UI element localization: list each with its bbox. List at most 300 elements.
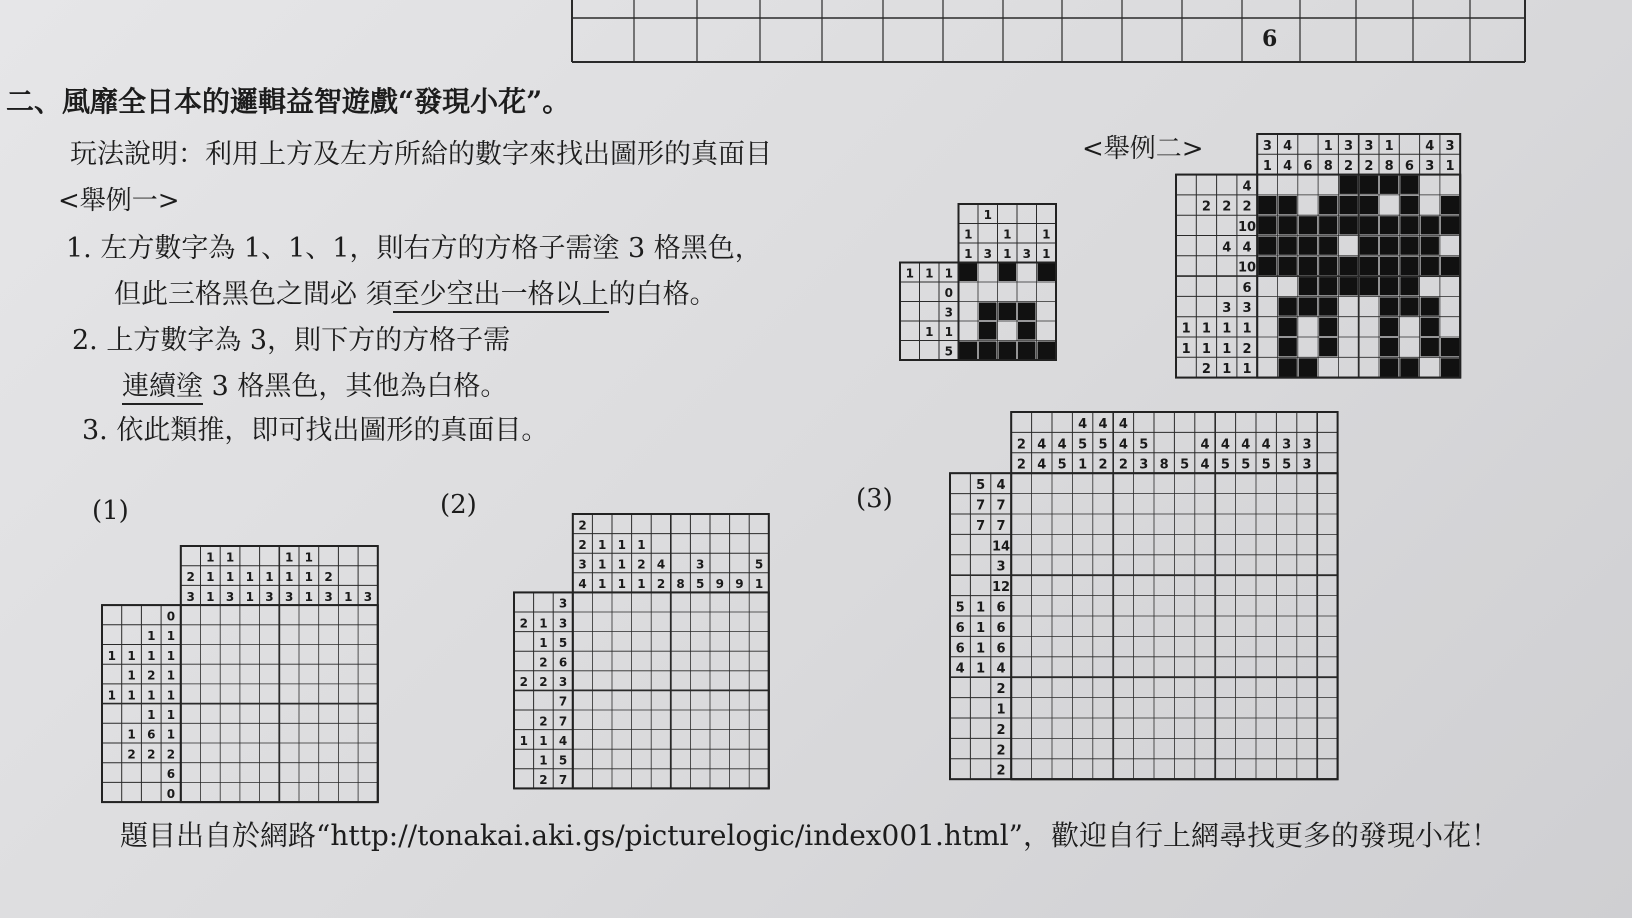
- puzzle3-grid-col-clue: 5: [1057, 457, 1067, 473]
- puzzle3-grid-col-clue: 4: [1241, 437, 1251, 453]
- puzzle1-grid-col-clue: 1: [225, 550, 235, 565]
- example2-grid-filled-cell: [1421, 297, 1439, 315]
- puzzle1-grid-col-clue: 2: [186, 570, 195, 585]
- example2-grid-filled-cell: [1441, 358, 1459, 376]
- puzzle3-grid-col-clue: 3: [1302, 457, 1312, 473]
- example1-grid-filled-cell: [979, 322, 997, 340]
- puzzle3-grid-row-clue: 12: [991, 580, 1011, 596]
- puzzle3-grid-row-clue: 6: [996, 641, 1006, 657]
- example2-grid-row-clue: 4: [1242, 240, 1252, 256]
- puzzle2-grid-row-clue: 2: [519, 616, 528, 631]
- puzzle3-grid-row-clue: 2: [996, 722, 1006, 738]
- example2-grid-filled-cell: [1380, 237, 1398, 255]
- puzzle2-grid-col-clue: 1: [754, 577, 764, 592]
- puzzle2-grid-col-clue: 1: [617, 557, 626, 572]
- puzzle2-grid-row-clue: 1: [519, 733, 528, 748]
- example2-grid-filled-cell: [1299, 216, 1317, 234]
- example2-grid-filled-cell: [1360, 196, 1378, 214]
- puzzle2-grid-row-clue: 2: [539, 714, 548, 729]
- example2-grid-filled-cell: [1258, 196, 1276, 214]
- puzzle3-grid-col-clue: 2: [1016, 437, 1026, 453]
- puzzle1-grid-col-clue: 3: [284, 589, 294, 604]
- rule1-line2-a: 但此三格黑色之間必 須: [114, 279, 393, 310]
- example2-grid-filled-cell: [1279, 216, 1297, 234]
- puzzle1-grid-col-clue: 3: [186, 589, 195, 604]
- puzzle3-grid-row-clue: 1: [976, 620, 986, 636]
- example2-grid-filled-cell: [1360, 237, 1378, 255]
- puzzle1-grid-row-clue: 1: [166, 668, 176, 683]
- puzzle2-grid-col-clue: 9: [735, 577, 744, 592]
- puzzle3-grid-col-clue: 4: [1057, 437, 1067, 453]
- puzzle3-grid-col-clue: 3: [1282, 437, 1292, 453]
- rule2-line2-b: 3 格黑色，其他為白格。: [203, 371, 508, 402]
- example2-grid-row-clue: 2: [1242, 199, 1252, 215]
- example2-grid-row-clue: 1: [1181, 341, 1191, 357]
- example1-grid-row-clue: 1: [944, 266, 953, 281]
- puzzle3-grid-col-clue: 4: [1200, 457, 1210, 473]
- example2-grid-col-clue: 8: [1384, 159, 1394, 175]
- example2-grid-filled-cell: [1421, 338, 1439, 356]
- example2-grid-filled-cell: [1400, 257, 1418, 275]
- example2-grid-filled-cell: [1400, 297, 1418, 315]
- puzzle3-grid-row-clue: 7: [976, 498, 986, 514]
- puzzle3-grid-col-clue: 4: [1098, 416, 1108, 432]
- puzzle1-grid-col-clue: 1: [206, 550, 215, 565]
- puzzle2-grid-row-clue: 1: [539, 753, 548, 768]
- puzzle3-grid-row-clue: 1: [976, 600, 986, 616]
- example2-grid-filled-cell: [1279, 196, 1297, 214]
- puzzle3-grid-col-clue: 5: [1220, 457, 1230, 473]
- puzzle1-grid-col-clue: 1: [304, 570, 314, 585]
- example2-grid-filled-cell: [1380, 277, 1398, 295]
- example2-grid-filled-cell: [1339, 257, 1357, 275]
- example2-grid-row-clue: 1: [1242, 362, 1252, 378]
- example2-grid-filled-cell: [1400, 358, 1418, 376]
- rule1-underlined: 至少空出一格以上: [393, 279, 609, 313]
- puzzle2-grid-col-clue: 2: [637, 557, 646, 572]
- puzzle1-grid-row-clue: 1: [147, 629, 156, 644]
- puzzle1-grid-col-clue: 3: [225, 589, 235, 604]
- example2-grid-col-clue: 4: [1425, 138, 1435, 154]
- rule2-line2: [122, 364, 507, 403]
- example2-grid-filled-cell: [1380, 176, 1398, 194]
- example2-grid-filled-cell: [1339, 216, 1357, 234]
- puzzle2-grid-row-clue: 7: [558, 714, 568, 729]
- example2-grid-filled-cell: [1441, 257, 1459, 275]
- puzzle3-grid-row-clue: 7: [996, 518, 1006, 534]
- puzzle1-grid-col-clue: 1: [245, 589, 254, 604]
- puzzle2-grid-col-clue: 1: [617, 577, 626, 592]
- example2-grid-filled-cell: [1319, 257, 1337, 275]
- puzzle2-grid-col-clue: 1: [598, 577, 607, 592]
- puzzle1-grid-col-clue: 1: [245, 570, 254, 585]
- example1-grid-filled-cell: [999, 342, 1017, 360]
- example2-grid-filled-cell: [1299, 257, 1317, 275]
- puzzle1-grid-col-clue: 1: [304, 550, 314, 565]
- puzzle2-label: (2): [440, 490, 477, 520]
- example2-grid-row-clue: 3: [1222, 301, 1232, 317]
- example2-grid-filled-cell: [1319, 318, 1337, 336]
- example2-grid-col-clue: 4: [1283, 138, 1293, 154]
- example2-grid-col-clue: 8: [1323, 159, 1333, 175]
- example2-grid-col-clue: 2: [1364, 159, 1374, 175]
- example1-grid-filled-cell: [979, 303, 997, 321]
- puzzle2-grid-row-clue: 2: [539, 675, 548, 690]
- puzzle2-grid-col-clue: 4: [656, 557, 666, 572]
- example2-grid-col-clue: 1: [1445, 159, 1455, 175]
- puzzle3-grid-col-clue: 2: [1118, 457, 1128, 473]
- puzzle3-grid-row-clue: 3: [996, 559, 1006, 575]
- example2-grid-col-clue: 3: [1344, 138, 1354, 154]
- section-heading: 二、風靡全日本的邏輯益智遊戲“發現小花”。: [6, 85, 571, 118]
- example1-grid-filled-cell: [999, 264, 1017, 282]
- example1-grid-col-clue: 1: [983, 208, 992, 223]
- example2-grid-filled-cell: [1400, 176, 1418, 194]
- example2-grid-filled-cell: [1279, 237, 1297, 255]
- example2-grid-filled-cell: [1299, 237, 1317, 255]
- rule2-line1: 2. 上方數字為 3，則下方的方格子需: [72, 325, 511, 356]
- example2-grid-filled-cell: [1279, 297, 1297, 315]
- example2-grid-row-clue: 1: [1222, 362, 1232, 378]
- example2-grid-filled-cell: [1360, 216, 1378, 234]
- example1-grid-col-clue: 1: [1042, 227, 1051, 242]
- puzzle1-grid-row-clue: 1: [166, 629, 176, 644]
- example2-grid-filled-cell: [1258, 237, 1276, 255]
- puzzle2-grid-row-clue: 5: [558, 753, 568, 768]
- puzzle1-grid-col-clue: 2: [324, 570, 333, 585]
- puzzle2-grid-col-clue: 1: [637, 537, 646, 552]
- puzzle1-grid-col-clue: 1: [225, 570, 235, 585]
- puzzle1-grid-col-clue: 1: [344, 589, 353, 604]
- example2-grid-col-clue: 3: [1425, 159, 1435, 175]
- example2-grid-filled-cell: [1380, 257, 1398, 275]
- puzzle3-grid-col-clue: 5: [1139, 437, 1149, 453]
- example2-grid-filled-cell: [1421, 318, 1439, 336]
- puzzle2-grid-row-clue: 2: [539, 655, 548, 670]
- puzzle2-grid-row-clue: 3: [558, 675, 568, 690]
- puzzle3-grid-col-clue: 5: [1078, 437, 1088, 453]
- rule1-line2: [114, 272, 717, 311]
- example2-grid-filled-cell: [1441, 338, 1459, 356]
- example2-grid-filled-cell: [1360, 176, 1378, 194]
- example2-grid-filled-cell: [1339, 277, 1357, 295]
- puzzle1-grid-row-clue: 1: [127, 668, 136, 683]
- example2-grid-filled-cell: [1421, 216, 1439, 234]
- example2-grid-filled-cell: [1421, 257, 1439, 275]
- example2-grid-row-clue: 1: [1242, 321, 1252, 337]
- example1-grid-row-clue: 1: [925, 266, 934, 281]
- puzzle3-grid-row-clue: 5: [955, 600, 965, 616]
- example1-grid-row-clue: 3: [944, 305, 953, 320]
- puzzle3-grid-row-clue: 4: [996, 478, 1006, 494]
- puzzle1-grid-col-clue: 1: [265, 570, 274, 585]
- puzzle1-grid-row-clue: 1: [147, 707, 156, 722]
- example2-grid-filled-cell: [1258, 257, 1276, 275]
- example1-grid-row-clue: 1: [944, 325, 953, 340]
- puzzle1-grid-row-clue: 0: [166, 609, 176, 624]
- example2-grid-filled-cell: [1319, 277, 1337, 295]
- puzzle1-grid-row-clue: 1: [127, 727, 136, 742]
- puzzle3-label: (3): [856, 484, 893, 514]
- puzzle1-grid-row-clue: 0: [166, 786, 176, 801]
- puzzle1-grid-row-clue: 2: [147, 747, 156, 762]
- example2-grid-filled-cell: [1319, 196, 1337, 214]
- puzzle1-grid-row-clue: 1: [166, 727, 176, 742]
- example1-grid-row-clue: 1: [905, 266, 914, 281]
- example1-grid-filled-cell: [1018, 322, 1036, 340]
- example2-grid-row-clue: 1: [1222, 321, 1232, 337]
- example2-grid-row-clue: 2: [1201, 362, 1211, 378]
- rule1-line2-b: 的白格。: [608, 279, 717, 310]
- example2-grid-row-clue: 10: [1238, 220, 1257, 236]
- puzzle3-grid-row-clue: 4: [996, 661, 1006, 677]
- example2-grid-filled-cell: [1319, 338, 1337, 356]
- puzzle1-grid-row-clue: 6: [147, 727, 156, 742]
- example2-grid-col-clue: 1: [1384, 138, 1394, 154]
- example2-grid-col-clue: 1: [1262, 159, 1272, 175]
- example2-grid-filled-cell: [1299, 358, 1317, 376]
- puzzle3-grid-row-clue: 2: [996, 682, 1006, 698]
- example2-grid-filled-cell: [1279, 257, 1297, 275]
- puzzle3-grid-row-clue: 7: [976, 518, 986, 534]
- puzzle3-grid-col-clue: 3: [1302, 437, 1312, 453]
- example2-grid-row-clue: 1: [1222, 341, 1232, 357]
- example2-grid-filled-cell: [1299, 297, 1317, 315]
- example1-grid-row-clue: 5: [944, 344, 953, 359]
- puzzle3-grid-col-clue: 4: [1037, 457, 1047, 473]
- puzzle2-grid-col-clue: 4: [578, 577, 587, 592]
- example1-grid-col-clue: 1: [1003, 227, 1012, 242]
- puzzle2-grid-col-clue: 2: [578, 518, 587, 533]
- puzzle3-grid-row-clue: 14: [991, 539, 1011, 555]
- puzzle1-grid-row-clue: 1: [127, 688, 136, 703]
- puzzle2-grid-col-clue: 1: [637, 577, 646, 592]
- puzzle3-grid-col-clue: 5: [1180, 457, 1190, 473]
- example2-grid-row-clue: 2: [1242, 341, 1252, 357]
- example1-grid-filled-cell: [1018, 342, 1036, 360]
- example2-grid-filled-cell: [1380, 216, 1398, 234]
- puzzle1-grid-row-clue: 6: [166, 767, 176, 782]
- puzzle2-grid-row-clue: 7: [558, 694, 568, 709]
- example2-grid-filled-cell: [1441, 196, 1459, 214]
- puzzle1-grid-col-clue: 1: [206, 570, 215, 585]
- puzzle1-grid-row-clue: 2: [127, 747, 136, 762]
- puzzle3-grid-col-clue: 5: [1282, 457, 1292, 473]
- puzzle3-grid-row-clue: 2: [996, 763, 1006, 779]
- puzzle1-label: (1): [92, 496, 129, 526]
- example2-grid-filled-cell: [1380, 318, 1398, 336]
- example1-grid-col-clue: 1: [964, 227, 973, 242]
- puzzle1-grid-row-clue: 1: [107, 648, 117, 663]
- puzzle1-grid-col-clue: 3: [265, 589, 274, 604]
- example1-grid-col-clue: 3: [983, 247, 992, 262]
- puzzle3-grid-col-clue: 8: [1159, 457, 1169, 473]
- example2-grid-filled-cell: [1339, 196, 1357, 214]
- puzzle1-grid-col-clue: 1: [206, 589, 215, 604]
- puzzle3-grid-col-clue: 4: [1037, 437, 1047, 453]
- puzzle3-grid-col-clue: 3: [1139, 457, 1149, 473]
- example2-grid-row-clue: 4: [1222, 240, 1232, 256]
- puzzle3-grid-col-clue: 4: [1261, 437, 1271, 453]
- example2-grid-row-clue: 1: [1181, 321, 1191, 337]
- example2-grid-row-clue: 3: [1242, 301, 1252, 317]
- puzzle3-grid-col-clue: 4: [1118, 416, 1128, 432]
- example2-grid-col-clue: 4: [1283, 159, 1293, 175]
- puzzle1-grid-col-clue: 1: [304, 589, 314, 604]
- puzzle2-grid-col-clue: 1: [598, 537, 607, 552]
- puzzle2-grid-row-clue: 1: [539, 733, 548, 748]
- example1-grid-col-clue: 1: [1042, 247, 1051, 262]
- puzzle2-grid-col-clue: 5: [754, 557, 764, 572]
- example2-grid-row-clue: 10: [1238, 260, 1257, 276]
- example2-grid-col-clue: 3: [1262, 138, 1272, 154]
- example2-grid-col-clue: 1: [1323, 138, 1333, 154]
- example2-grid-filled-cell: [1319, 216, 1337, 234]
- rules-intro: 玩法說明：利用上方及左方所給的數字來找出圖形的真面目: [70, 139, 772, 170]
- example1-grid-row-clue: 0: [944, 286, 953, 301]
- example2-grid-filled-cell: [1360, 277, 1378, 295]
- puzzle1-grid-row-clue: 2: [166, 747, 176, 762]
- puzzle3-grid-border: [950, 473, 1338, 779]
- example2-grid-filled-cell: [1258, 216, 1276, 234]
- puzzle1-grid-row-clue: 1: [166, 688, 176, 703]
- puzzle2-grid-col-clue: 3: [578, 557, 587, 572]
- puzzle3-grid-row-clue: 1: [976, 641, 986, 657]
- puzzle3-grid-col-clue: 4: [1220, 437, 1230, 453]
- puzzle2-grid-col-clue: 1: [598, 557, 607, 572]
- puzzle3-grid-col-clue: 4: [1200, 437, 1210, 453]
- example2-grid-row-clue: 4: [1242, 179, 1252, 195]
- example1-grid-col-clue: 1: [964, 247, 973, 262]
- example2-grid-filled-cell: [1319, 237, 1337, 255]
- example2-grid-col-clue: 3: [1364, 138, 1374, 154]
- example2-grid-row-clue: 1: [1201, 321, 1211, 337]
- footer-source-note: 題目出自於網路“http://tonakai.aki.gs/picturelogic/index001.html”，歡迎自行上網尋找更多的發現小花！: [120, 819, 1500, 852]
- top-table-value: 6: [1262, 26, 1278, 52]
- puzzle2-grid-row-clue: 7: [558, 773, 568, 788]
- example2-grid-col-clue: 6: [1303, 159, 1313, 175]
- example2-grid-filled-cell: [1441, 216, 1459, 234]
- puzzle2-grid-row-clue: 3: [558, 616, 568, 631]
- example2-grid-filled-cell: [1421, 237, 1439, 255]
- example2-label: <舉例二>: [1082, 134, 1204, 164]
- puzzle1-grid-row-clue: 1: [147, 648, 156, 663]
- puzzle1-grid-row-clue: 1: [166, 707, 176, 722]
- example1-grid-col-clue: 1: [1003, 247, 1012, 262]
- puzzle3-grid-col-clue: 1: [1078, 457, 1088, 473]
- example1-grid-filled-cell: [1038, 342, 1056, 360]
- example2-grid-filled-cell: [1319, 297, 1337, 315]
- example2-grid-col-clue: 2: [1344, 159, 1354, 175]
- puzzle2-grid-row-clue: 2: [519, 675, 528, 690]
- example2-grid-filled-cell: [1400, 237, 1418, 255]
- puzzle3-grid-row-clue: 6: [996, 620, 1006, 636]
- puzzle1-grid-row-clue: 1: [147, 688, 156, 703]
- puzzle2-grid-col-clue: 2: [656, 577, 666, 592]
- example1-grid-filled-cell: [960, 342, 978, 360]
- puzzle2-grid-col-clue: 5: [696, 577, 705, 592]
- puzzle3-grid-col-clue: 4: [1078, 416, 1088, 432]
- puzzle1-grid-row-clue: 1: [107, 688, 117, 703]
- rule2-underlined: 連續塗: [122, 371, 203, 405]
- puzzle3-grid-row-clue: 1: [996, 702, 1006, 718]
- example2-grid-row-clue: 2: [1222, 199, 1232, 215]
- puzzle2-grid-row-clue: 5: [558, 635, 568, 650]
- example2-grid-filled-cell: [1279, 318, 1297, 336]
- example2-grid-filled-cell: [1299, 277, 1317, 295]
- puzzle2-grid-col-clue: 8: [676, 577, 685, 592]
- puzzle1-grid-row-clue: 2: [147, 668, 156, 683]
- example2-grid-col-clue: 3: [1445, 138, 1455, 154]
- example1-grid-filled-cell: [1038, 264, 1056, 282]
- example2-grid-col-clue: 6: [1404, 159, 1414, 175]
- puzzle2-grid-row-clue: 3: [558, 596, 568, 611]
- puzzle3-grid-col-clue: 5: [1098, 437, 1108, 453]
- puzzle3-grid-row-clue: 6: [955, 620, 965, 636]
- example2-grid-row-clue: 2: [1201, 199, 1211, 215]
- example2-grid-row-clue: 1: [1201, 341, 1211, 357]
- example2-grid-filled-cell: [1400, 196, 1418, 214]
- example1-grid-filled-cell: [1018, 303, 1036, 321]
- puzzle2-grid-row-clue: 2: [539, 773, 548, 788]
- example2-grid-filled-cell: [1400, 216, 1418, 234]
- puzzle1-grid-row-clue: 1: [166, 648, 176, 663]
- example2-grid-filled-cell: [1380, 338, 1398, 356]
- puzzle3-grid-col-clue: 5: [1241, 457, 1251, 473]
- example1-grid-filled-cell: [960, 264, 978, 282]
- example1-grid-col-clue: 3: [1022, 247, 1031, 262]
- example2-grid-filled-cell: [1360, 257, 1378, 275]
- puzzle1-grid-col-clue: 1: [284, 570, 294, 585]
- puzzle3-grid-row-clue: 6: [955, 641, 965, 657]
- example1-grid-filled-cell: [999, 303, 1017, 321]
- puzzle1-grid-row-clue: 1: [127, 648, 136, 663]
- puzzle1-grid-col-clue: 3: [324, 589, 333, 604]
- puzzle3-grid-row-clue: 1: [976, 661, 986, 677]
- puzzle3-grid-row-clue: 2: [996, 743, 1006, 759]
- example2-grid-filled-cell: [1279, 338, 1297, 356]
- example2-grid-filled-cell: [1380, 358, 1398, 376]
- example2-grid-filled-cell: [1339, 176, 1357, 194]
- rule3: 3. 依此類推，即可找出圖形的真面目。: [82, 415, 549, 446]
- example1-grid-row-clue: 1: [925, 325, 934, 340]
- example1-grid-filled-cell: [979, 342, 997, 360]
- puzzle2-grid-row-clue: 1: [539, 616, 548, 631]
- puzzle2-grid-col-clue: 2: [578, 537, 587, 552]
- puzzle3-grid-col-clue: 4: [1118, 437, 1128, 453]
- puzzle2-grid-row-clue: 6: [558, 655, 568, 670]
- puzzle3-grid-row-clue: 5: [976, 478, 986, 494]
- puzzle3-grid-row-clue: 6: [996, 600, 1006, 616]
- puzzle3-grid-col-clue: 2: [1098, 457, 1108, 473]
- puzzle1-grid-col-clue: 3: [363, 589, 373, 604]
- puzzle2-grid-row-clue: 1: [539, 635, 548, 650]
- example2-grid-filled-cell: [1279, 358, 1297, 376]
- puzzle3-grid-row-clue: 7: [996, 498, 1006, 514]
- example1-label: <舉例一>: [58, 186, 180, 216]
- puzzle2-grid-col-clue: 9: [715, 577, 724, 592]
- puzzle3-grid-col-clue: 2: [1016, 457, 1026, 473]
- puzzle1-grid-col-clue: 1: [284, 550, 294, 565]
- puzzle3-grid-row-clue: 4: [955, 661, 965, 677]
- puzzle2-grid-row-clue: 4: [558, 733, 568, 748]
- rule1-line1: 1. 左方數字為 1、1、1，則右方的方格子需塗 3 格黑色，: [66, 233, 762, 264]
- example2-grid-filled-cell: [1400, 277, 1418, 295]
- puzzle2-grid-col-clue: 1: [617, 537, 626, 552]
- example2-grid-filled-cell: [1380, 297, 1398, 315]
- puzzle3-grid-col-clue: 5: [1261, 457, 1271, 473]
- puzzle2-grid-col-clue: 3: [696, 557, 705, 572]
